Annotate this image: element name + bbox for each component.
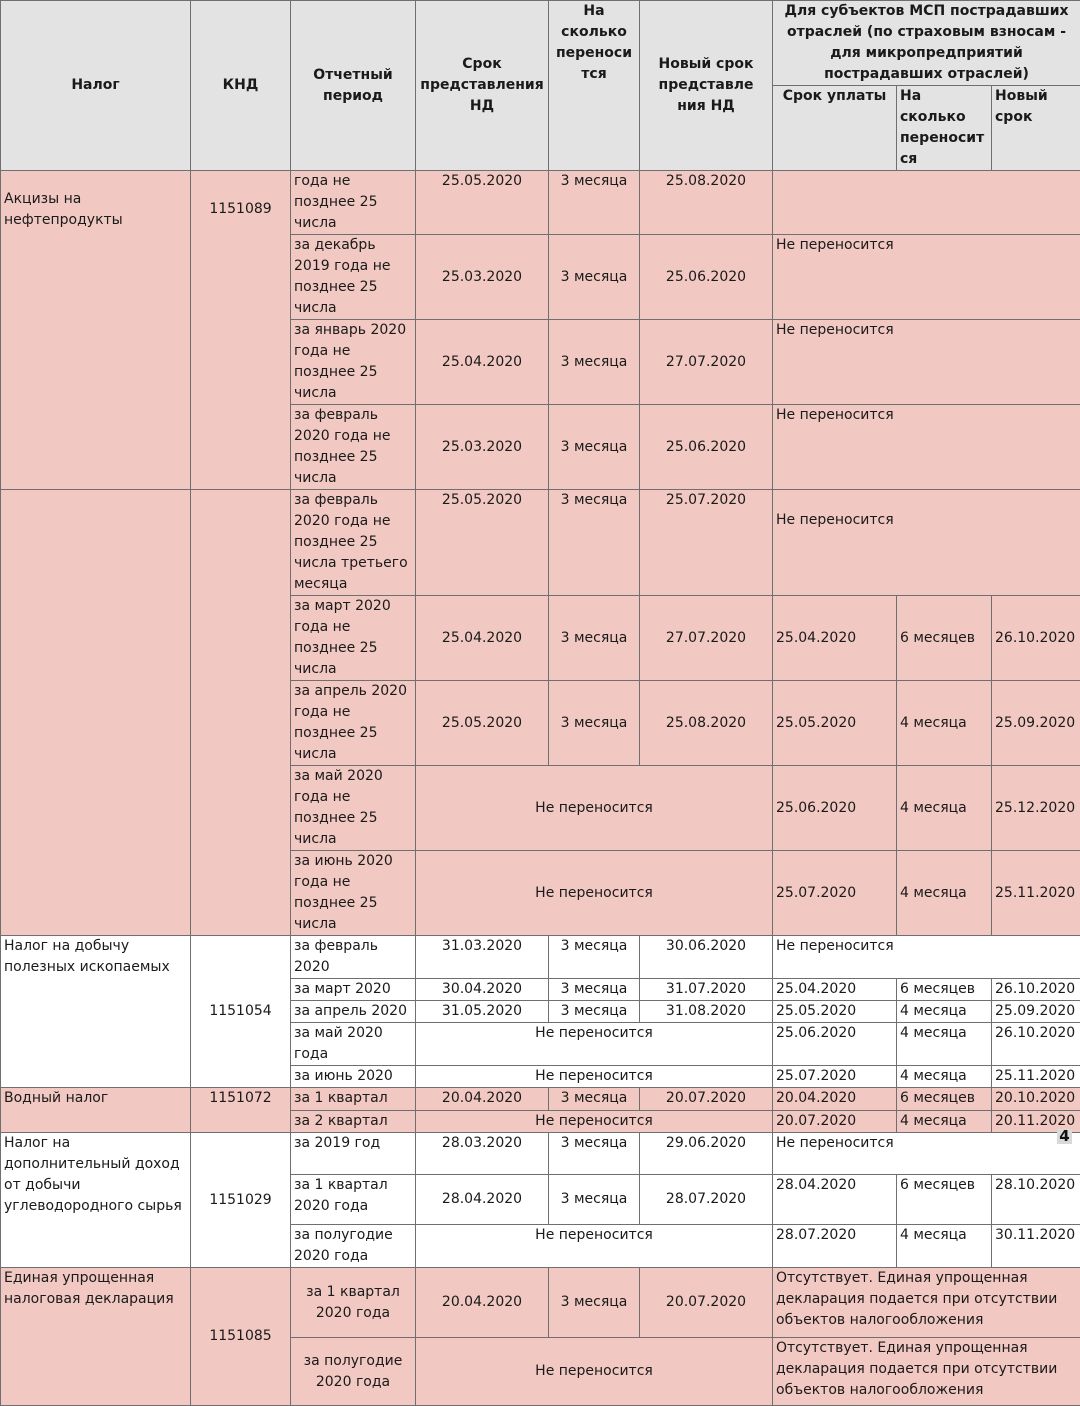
tax-name-cell: Единая упрощенная налоговая декларация xyxy=(1,1268,191,1406)
pay-deadline-cell: 25.05.2020 xyxy=(773,1001,897,1023)
deadline-cell: 25.04.2020 xyxy=(416,320,549,405)
period-cell: за 1 квартал 2020 года xyxy=(291,1268,416,1338)
period-cell: за 2019 год xyxy=(291,1133,416,1175)
shift-cell: 3 месяца xyxy=(549,1088,640,1111)
pay-new-deadline-cell: 28.10.2020 xyxy=(992,1175,1080,1225)
period-cell: за полугодие 2020 года xyxy=(291,1225,416,1268)
not-moved-cell: Не переносится xyxy=(416,1023,773,1066)
period-cell: за февраль 2020 года не позднее 25 числа xyxy=(291,405,416,490)
pay-deadline-cell: 25.07.2020 xyxy=(773,1066,897,1088)
knd-cell: 1151029 xyxy=(191,1133,291,1268)
not-moved-cell: Не переносится xyxy=(416,1338,773,1406)
shift-cell: 3 месяца xyxy=(549,490,640,596)
pay-new-deadline-cell: 26.10.2020 xyxy=(992,1023,1080,1066)
period-cell: за май 2020 года xyxy=(291,1023,416,1066)
pay-new-deadline-cell: 25.12.2020 xyxy=(992,766,1080,851)
shift-cell: 3 месяца xyxy=(549,171,640,235)
new-deadline-cell: 27.07.2020 xyxy=(640,596,773,681)
header-knd: КНД xyxy=(191,1,291,171)
table-row xyxy=(1,1133,1080,1175)
msp-cell: Отсутствует. Единая упрощенная декларация подается при отсутствии объектов налогообложения xyxy=(773,1268,1080,1338)
msp-cell: Не переносится xyxy=(773,320,1080,405)
new-deadline-cell: 25.08.2020 xyxy=(640,681,773,766)
deadline-cell: 30.04.2020 xyxy=(416,979,549,1001)
shift-cell: 3 месяца xyxy=(549,405,640,490)
header-pay-deadline: Срок уплаты xyxy=(773,86,897,171)
shift-cell: 3 месяца xyxy=(549,596,640,681)
knd-cell: 1151072 xyxy=(191,1088,291,1133)
period-cell: за 2 квартал xyxy=(291,1111,416,1133)
period-cell: года не позднее 25 числа xyxy=(291,171,416,235)
pay-deadline-cell: 20.04.2020 xyxy=(773,1088,897,1111)
new-deadline-cell: 31.07.2020 xyxy=(640,979,773,1001)
deadline-cell: 20.04.2020 xyxy=(416,1268,549,1338)
pay-new-deadline-cell: 20.10.2020 xyxy=(992,1088,1080,1111)
period-cell: за февраль 2020 года не позднее 25 числа третьего месяца xyxy=(291,490,416,596)
pay-shift-cell: 4 месяца xyxy=(897,1001,992,1023)
deadline-cell: 25.03.2020 xyxy=(416,405,549,490)
shift-cell: 3 месяца xyxy=(549,1133,640,1175)
tax-name-cell: Налог на добычу полезных ископаемых xyxy=(1,936,191,1088)
shift-cell: 3 месяца xyxy=(549,979,640,1001)
table-row xyxy=(1,1268,1080,1338)
shift-cell: 3 месяца xyxy=(549,1001,640,1023)
knd-cell xyxy=(191,490,291,936)
pay-deadline-cell: 25.05.2020 xyxy=(773,681,897,766)
deadline-cell: 25.05.2020 xyxy=(416,171,549,235)
period-cell: за январь 2020 года не позднее 25 числа xyxy=(291,320,416,405)
tax-name-cell xyxy=(1,490,191,936)
pay-shift-cell: 4 месяца xyxy=(897,766,992,851)
pay-new-deadline-cell: 25.11.2020 xyxy=(992,1066,1080,1088)
table-row xyxy=(1,490,1080,596)
period-cell: за март 2020 года не позднее 25 числа xyxy=(291,596,416,681)
pay-shift-cell: 6 месяцев xyxy=(897,1088,992,1111)
shift-cell: 3 месяца xyxy=(549,320,640,405)
not-moved-cell: Не переносится xyxy=(416,1111,773,1133)
pay-shift-cell: 6 месяцев xyxy=(897,596,992,681)
new-deadline-cell: 28.07.2020 xyxy=(640,1175,773,1225)
shift-cell: 3 месяца xyxy=(549,1175,640,1225)
period-cell: за февраль 2020 xyxy=(291,936,416,979)
new-deadline-cell: 25.06.2020 xyxy=(640,405,773,490)
tax-name-cell: Налог на дополнительный доход от добычи углеводородного сырья xyxy=(1,1133,191,1268)
msp-cell: Не переносится xyxy=(773,405,1080,490)
deadline-cell: 25.04.2020 xyxy=(416,596,549,681)
header-msp-group: Для субъектов МСП пострадавших отраслей (по страховым взносам - для микропредприятий пострадавших отраслей) xyxy=(773,1,1080,86)
deadline-cell: 31.05.2020 xyxy=(416,1001,549,1023)
new-deadline-cell: 25.06.2020 xyxy=(640,235,773,320)
not-moved-cell: Не переносится xyxy=(416,1066,773,1088)
new-deadline-cell: 20.07.2020 xyxy=(640,1088,773,1111)
msp-cell: Не переносится xyxy=(773,1133,1080,1175)
not-moved-cell: Не переносится xyxy=(416,851,773,936)
pay-new-deadline-cell: 25.11.2020 xyxy=(992,851,1080,936)
msp-cell: Не переносится xyxy=(773,936,1080,979)
new-deadline-cell: 25.07.2020 xyxy=(640,490,773,596)
pay-shift-cell: 6 месяцев xyxy=(897,979,992,1001)
msp-cell: Не переносится xyxy=(773,490,1080,596)
pay-new-deadline-cell: 26.10.2020 xyxy=(992,596,1080,681)
not-moved-cell: Не переносится xyxy=(416,766,773,851)
msp-cell: Не переносится xyxy=(773,235,1080,320)
header-new-deadline: Новый срок представле ния НД xyxy=(640,1,773,171)
shift-cell: 3 месяца xyxy=(549,681,640,766)
pay-new-deadline-cell: 30.11.2020 xyxy=(992,1225,1080,1268)
shift-cell: 3 месяца xyxy=(549,235,640,320)
header-deadline: Срок представления НД xyxy=(416,1,549,171)
period-cell: за 1 квартал xyxy=(291,1088,416,1111)
new-deadline-cell: 25.08.2020 xyxy=(640,171,773,235)
msp-cell: Отсутствует. Единая упрощенная декларация подается при отсутствии объектов налогообложения xyxy=(773,1338,1080,1406)
shift-cell: 3 месяца xyxy=(549,936,640,979)
pay-shift-cell: 4 месяца xyxy=(897,1023,992,1066)
pay-shift-cell: 4 месяца xyxy=(897,1225,992,1268)
pay-deadline-cell: 20.07.2020 xyxy=(773,1111,897,1133)
deadline-cell: 20.04.2020 xyxy=(416,1088,549,1111)
deadline-cell: 31.03.2020 xyxy=(416,936,549,979)
deadline-cell: 28.04.2020 xyxy=(416,1175,549,1225)
pay-shift-cell: 4 месяца xyxy=(897,851,992,936)
deadline-cell: 25.05.2020 xyxy=(416,490,549,596)
period-cell: за июнь 2020 xyxy=(291,1066,416,1088)
period-cell: за полугодие 2020 года xyxy=(291,1338,416,1406)
deadline-cell: 25.05.2020 xyxy=(416,681,549,766)
pay-deadline-cell: 25.07.2020 xyxy=(773,851,897,936)
pay-shift-cell: 4 месяца xyxy=(897,681,992,766)
period-cell: за май 2020 года не позднее 25 числа xyxy=(291,766,416,851)
period-cell: за март 2020 xyxy=(291,979,416,1001)
period-cell: за апрель 2020 xyxy=(291,1001,416,1023)
new-deadline-cell: 20.07.2020 xyxy=(640,1268,773,1338)
pay-shift-cell: 4 месяца xyxy=(897,1066,992,1088)
header-period: Отчетный период xyxy=(291,1,416,171)
new-deadline-cell: 31.08.2020 xyxy=(640,1001,773,1023)
pay-deadline-cell: 28.07.2020 xyxy=(773,1225,897,1268)
table-row xyxy=(1,171,1080,235)
pay-deadline-cell: 25.04.2020 xyxy=(773,596,897,681)
new-deadline-cell: 27.07.2020 xyxy=(640,320,773,405)
tax-name-cell: Акцизы на нефтепродукты xyxy=(1,171,191,490)
pay-new-deadline-cell: 26.10.2020 xyxy=(992,979,1080,1001)
pay-shift-cell: 6 месяцев xyxy=(897,1175,992,1225)
msp-cell xyxy=(773,171,1080,235)
pay-deadline-cell: 28.04.2020 xyxy=(773,1175,897,1225)
pay-new-deadline-cell: 25.09.2020 xyxy=(992,681,1080,766)
knd-cell: 1151054 xyxy=(191,936,291,1088)
period-cell: за апрель 2020 года не позднее 25 числа xyxy=(291,681,416,766)
header-tax: Налог xyxy=(1,1,191,171)
page-number-badge: 4 xyxy=(1057,1129,1072,1144)
table-row xyxy=(1,936,1080,979)
new-deadline-cell: 29.06.2020 xyxy=(640,1133,773,1175)
not-moved-cell: Не переносится xyxy=(416,1225,773,1268)
header-pay-new-deadline: Новый срок xyxy=(992,86,1080,171)
pay-deadline-cell: 25.04.2020 xyxy=(773,979,897,1001)
header-postponed-by: На сколько переноси тся xyxy=(549,1,640,171)
tax-name-cell: Водный налог xyxy=(1,1088,191,1133)
pay-deadline-cell: 25.06.2020 xyxy=(773,766,897,851)
new-deadline-cell: 30.06.2020 xyxy=(640,936,773,979)
deadline-cell: 25.03.2020 xyxy=(416,235,549,320)
period-cell: за июнь 2020 года не позднее 25 числа xyxy=(291,851,416,936)
shift-cell: 3 месяца xyxy=(549,1268,640,1338)
knd-cell: 1151089 xyxy=(191,171,291,490)
pay-deadline-cell: 25.06.2020 xyxy=(773,1023,897,1066)
deadline-cell: 28.03.2020 xyxy=(416,1133,549,1175)
period-cell: за декабрь 2019 года не позднее 25 числа xyxy=(291,235,416,320)
pay-shift-cell: 4 месяца xyxy=(897,1111,992,1133)
period-cell: за 1 квартал 2020 года xyxy=(291,1175,416,1225)
pay-new-deadline-cell: 25.09.2020 xyxy=(992,1001,1080,1023)
table-row xyxy=(1,1088,1080,1111)
header-pay-postponed-by: На сколько переносится xyxy=(897,86,992,171)
pay-new-deadline-cell: 20.11.2020 xyxy=(992,1111,1080,1133)
knd-cell: 1151085 xyxy=(191,1268,291,1406)
